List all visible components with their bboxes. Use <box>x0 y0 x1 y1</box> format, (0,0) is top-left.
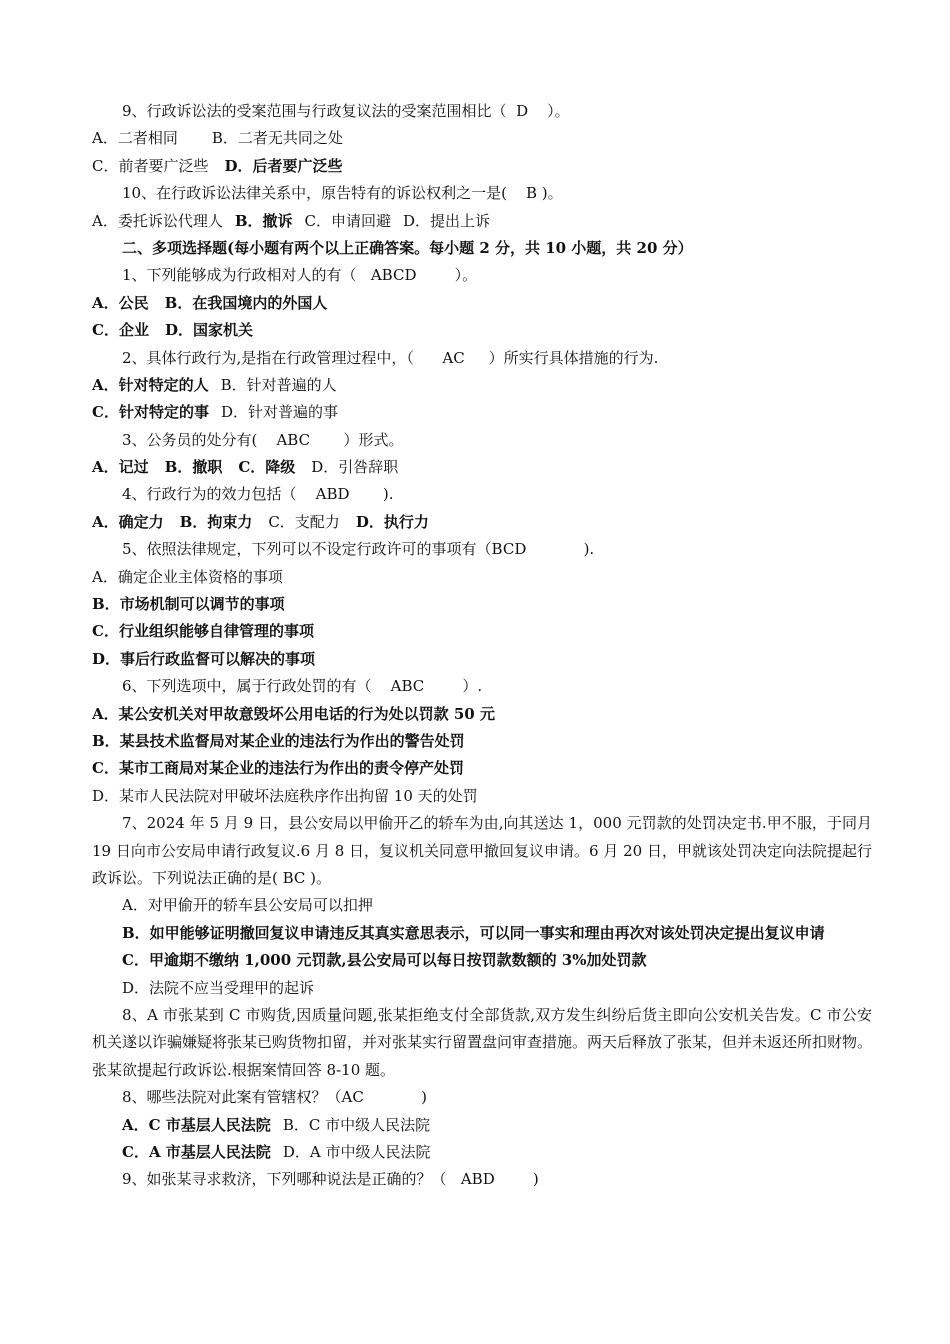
option-c: C．前者要广泛些 <box>92 156 209 175</box>
multi-question-3-options <box>92 454 872 481</box>
question-text: 6、下列选项中，属于行政处罚的有（ ABC ）. <box>122 677 483 696</box>
multi-question-7-option-c <box>92 947 872 974</box>
multi-question-1 <box>92 262 872 289</box>
option-d: D．A 市中级人民法院 <box>282 1142 431 1161</box>
option-a-correct: A．C 市基层人民法院 <box>122 1115 271 1134</box>
option-b-correct: B．市场机制可以调节的事项 <box>92 595 285 614</box>
multi-question-6 <box>92 673 872 700</box>
multi-question-7 <box>92 810 872 892</box>
question-text: 9、如张某寻求救济，下列哪种说法是正确的？（ ABD ) <box>122 1170 539 1189</box>
option-a: A．委托诉讼代理人 <box>92 211 223 230</box>
option-d-correct: D．事后行政监督可以解决的事项 <box>92 649 316 668</box>
multi-question-8 <box>92 1084 872 1111</box>
option-a-correct: A．确定力 <box>92 512 164 531</box>
option-d: D．法院不应当受理甲的起诉 <box>122 978 315 997</box>
option-b-correct: B．在我国境内的外国人 <box>164 293 328 312</box>
multi-question-3 <box>92 427 872 454</box>
question-text: 3、公务员的处分有( ABC ）形式。 <box>122 430 404 449</box>
option-b-correct: B．拘束力 <box>179 512 253 531</box>
option-b: B．二者无共同之处 <box>211 129 343 148</box>
question-text: 7、2024 年 5 月 9 日，县公安局以甲偷开乙的轿车为由,向其送达 1，000 元罚款的处罚决定书.甲不服，于同月 19 日向市公安局申请行政复议.6 月 8 日，复议机关同意甲撤回复议申请。6 月 20 日，甲就该处罚决定向法院提起行政诉讼。下列说法正确的是( BC )。 <box>92 814 872 887</box>
option-b-correct: B．如甲能够证明撤回复议申请违反其真实意思表示，可以同一事实和理由再次对该处罚决定提出复议申请 <box>122 923 825 942</box>
multi-question-7-option-d <box>92 975 872 1002</box>
option-a: A．确定企业主体资格的事项 <box>92 567 283 586</box>
multi-question-5-option-c <box>92 618 872 645</box>
option-d-correct: D．国家机关 <box>164 321 253 340</box>
option-d: D．引咎辞职 <box>311 458 399 477</box>
option-c-correct: C．A 市基层人民法院 <box>122 1142 271 1161</box>
option-b-correct: B．撤诉 <box>234 211 293 230</box>
option-d: D．针对普遍的事 <box>220 403 338 422</box>
case-description <box>92 1002 872 1084</box>
option-c-correct: C．降级 <box>238 458 296 477</box>
option-a-correct: A．公民 <box>92 293 149 312</box>
option-c-correct: C．企业 <box>92 321 149 340</box>
option-d: D．某市人民法院对甲破坏法庭秩序作出拘留 10 天的处罚 <box>92 786 478 805</box>
multi-question-7-option-b <box>92 920 872 947</box>
multi-question-6-option-d <box>92 783 872 810</box>
question-text: 5、依照法律规定，下列可以不设定行政许可的事项有（BCD ). <box>122 540 595 559</box>
multi-question-8-options-ab <box>92 1112 872 1139</box>
question-text: 4、行政行为的效力包括（ ABD ). <box>122 485 394 504</box>
question-10 <box>92 180 872 207</box>
section-title: 二、多项选择题(每小题有两个以上正确答案。每小题 2 分，共 10 小题，共 20 分） <box>122 238 693 257</box>
multi-question-2-options-cd <box>92 399 872 426</box>
multi-question-7-option-a <box>92 892 872 919</box>
multi-question-4 <box>92 481 872 508</box>
multi-question-5 <box>92 536 872 563</box>
multi-question-5-option-a <box>92 564 872 591</box>
multi-question-2 <box>92 345 872 372</box>
multi-question-6-option-c <box>92 755 872 782</box>
option-a-correct: A．某公安机关对甲故意毁坏公用电话的行为处以罚款 50 元 <box>92 704 495 723</box>
question-text: 2、具体行政行为,是指在行政管理过程中，（ AC ）所实行具体措施的行为. <box>122 348 659 367</box>
option-c-correct: C．行业组织能够自律管理的事项 <box>92 622 314 641</box>
option-b: B．针对普遍的人 <box>220 375 337 394</box>
option-c: C．支配力 <box>268 512 340 531</box>
option-c: C．申请回避 <box>304 211 392 230</box>
option-b: B．C 市中级人民法院 <box>282 1115 431 1134</box>
question-9-options-cd <box>92 153 872 180</box>
multi-question-6-option-a <box>92 701 872 728</box>
option-c-correct: C．甲逾期不缴纳 1,000 元罚款,县公安局可以每日按罚款数额的 3%加处罚款 <box>122 951 647 970</box>
multi-question-6-option-b <box>92 728 872 755</box>
question-text: 9、行政诉讼法的受案范围与行政复议法的受案范围相比（ D ）。 <box>122 102 570 120</box>
question-text: 1、下列能够成为行政相对人的有（ ABCD ）。 <box>122 266 478 285</box>
option-a-correct: A．记过 <box>92 458 149 477</box>
multi-question-5-option-d <box>92 646 872 673</box>
multi-question-8-options-cd <box>92 1139 872 1166</box>
question-9 <box>92 98 872 125</box>
option-a: A．二者相同 <box>92 129 178 148</box>
option-b-correct: B．某县技术监督局对某企业的违法行为作出的警告处罚 <box>92 731 465 750</box>
case-text: 8、A 市张某到 C 市购货,因质量问题,张某拒绝支付全部货款,双方发生纠纷后货主即向公安机关告发。C 市公安机关遂以诈骗嫌疑将张某已购货物扣留，并对张某实行留置盘问审查措施。两天后释放了张某，但并未返还所扣财物。张某欲提起行政诉讼.根据案情回答 8-10 题。 <box>92 1005 873 1079</box>
option-c-correct: C．某市工商局对某企业的违法行为作出的责令停产处罚 <box>92 759 464 778</box>
multi-question-2-options-ab <box>92 372 872 399</box>
option-d-correct: D．后者要广泛些 <box>224 156 343 175</box>
multi-question-1-options-cd <box>92 317 872 344</box>
section-heading-multiple-choice <box>92 235 872 262</box>
question-9-options-ab <box>92 125 872 152</box>
question-text: 8、哪些法院对此案有管辖权？（AC ) <box>122 1088 427 1107</box>
question-10-options <box>92 208 872 235</box>
multi-question-4-options <box>92 509 872 536</box>
option-c-correct: C．针对特定的事 <box>92 403 209 422</box>
question-text: 10、在行政诉讼法律关系中，原告特有的诉讼权利之一是( B )。 <box>122 184 563 203</box>
multi-question-5-option-b <box>92 591 872 618</box>
multi-question-9 <box>92 1166 872 1193</box>
option-d-correct: D．执行力 <box>355 512 429 531</box>
option-a-correct: A．针对特定的人 <box>92 375 209 394</box>
multi-question-1-options-ab <box>92 290 872 317</box>
option-a: A．对甲偷开的轿车县公安局可以扣押 <box>122 896 373 915</box>
document-body <box>92 98 872 1194</box>
option-b-correct: B．撤职 <box>164 458 223 477</box>
option-d: D．提出上诉 <box>403 211 491 230</box>
